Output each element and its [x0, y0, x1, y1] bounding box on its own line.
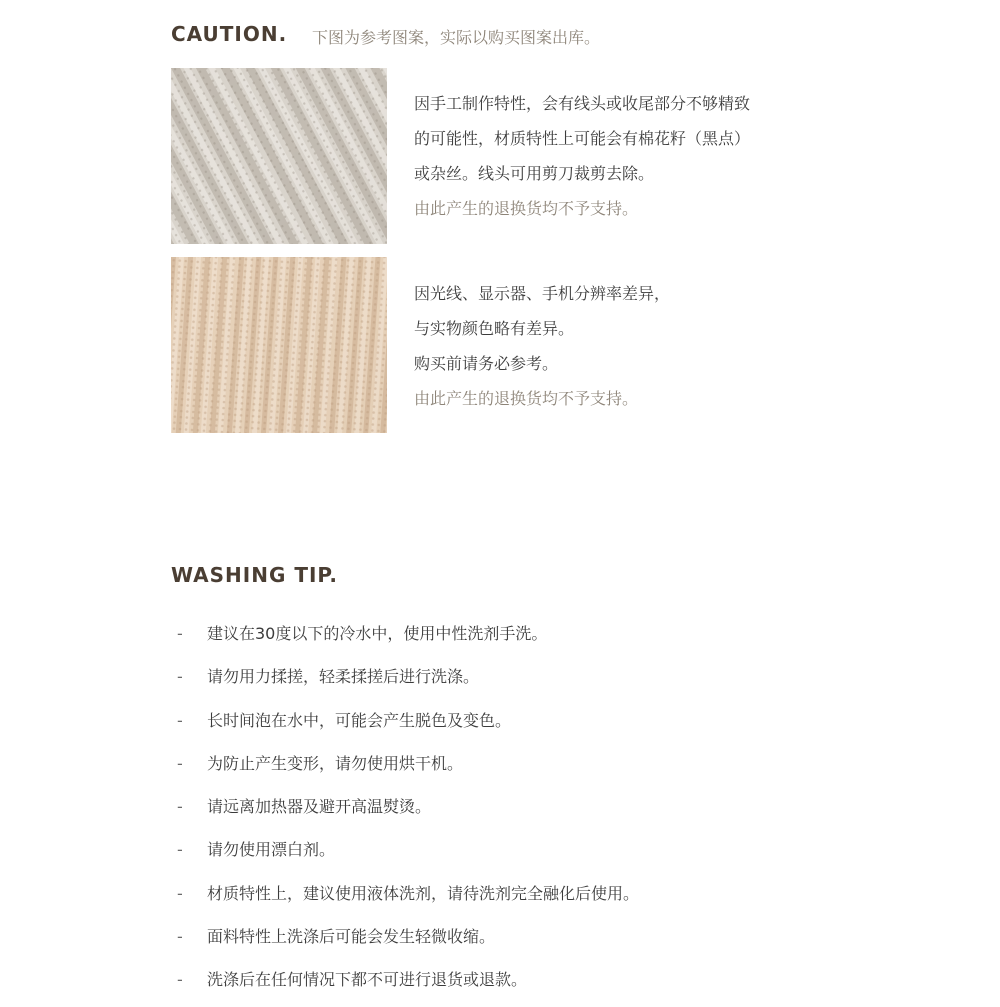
- bullet-dash: -: [177, 797, 183, 817]
- list-item: [177, 660, 639, 703]
- list-item: [177, 617, 639, 660]
- list-item: [177, 747, 639, 790]
- beige-knit-texture: [171, 257, 387, 433]
- tip-text: 请勿使用漂白剂。: [207, 840, 336, 860]
- list-item: [177, 877, 639, 920]
- tip-text: 材质特性上，建议使用液体洗剂，请待洗剂完全融化后使用。: [207, 883, 640, 903]
- grey-knit-swatch-image: [171, 68, 387, 244]
- tip-text: 请远离加热器及避开高温熨烫。: [207, 797, 432, 817]
- washing-tip-heading: WASHING TIP.: [171, 563, 339, 587]
- note-line: 因手工制作特性，会有线头或收尾部分不够精致: [414, 94, 751, 113]
- tip-text: 为防止产生变形，请勿使用烘干机。: [207, 753, 464, 773]
- caution-note-color: [414, 276, 794, 416]
- bullet-dash: -: [177, 970, 183, 990]
- bullet-dash: -: [177, 927, 183, 947]
- grey-knit-texture: [171, 68, 387, 244]
- note-line: 因光线、显示器、手机分辨率差异，: [414, 284, 671, 303]
- tip-text: 建议在30度以下的冷水中，使用中性洗剂手洗。: [207, 624, 548, 643]
- bullet-dash: -: [177, 624, 183, 643]
- note-line-disclaimer: 由此产生的退换货均不予支持。: [414, 199, 639, 218]
- bullet-dash: -: [177, 753, 183, 773]
- list-item: [177, 833, 639, 876]
- list-item: [177, 963, 639, 1006]
- washing-tips-list: [177, 617, 639, 1007]
- note-line: 的可能性，材质特性上可能会有棉花籽（黑点）: [414, 129, 751, 148]
- note-line: 与实物颜色略有差异。: [414, 319, 575, 338]
- tip-text: 长时间泡在水中，可能会产生脱色及变色。: [207, 710, 512, 730]
- list-item: [177, 790, 639, 833]
- caution-subtitle: 下图为参考图案，实际以购买图案出库。: [312, 28, 601, 47]
- beige-knit-swatch-image: [171, 257, 387, 433]
- bullet-dash: -: [177, 710, 183, 730]
- bullet-dash: -: [177, 883, 183, 903]
- note-line-disclaimer: 由此产生的退换货均不予支持。: [414, 389, 639, 408]
- caution-note-handmade: [414, 86, 794, 226]
- list-item: [177, 920, 639, 963]
- tip-text: 洗涤后在任何情况下都不可进行退货或退款。: [207, 970, 528, 990]
- note-line: 或杂丝。线头可用剪刀裁剪去除。: [414, 164, 655, 183]
- caution-heading: CAUTION.: [171, 22, 288, 46]
- tip-text: 面料特性上洗涤后可能会发生轻微收缩。: [207, 927, 496, 947]
- list-item: [177, 704, 639, 747]
- bullet-dash: -: [177, 840, 183, 860]
- tip-text: 请勿用力揉搓，轻柔揉搓后进行洗涤。: [207, 667, 480, 687]
- bullet-dash: -: [177, 667, 183, 687]
- note-line: 购买前请务必参考。: [414, 354, 559, 373]
